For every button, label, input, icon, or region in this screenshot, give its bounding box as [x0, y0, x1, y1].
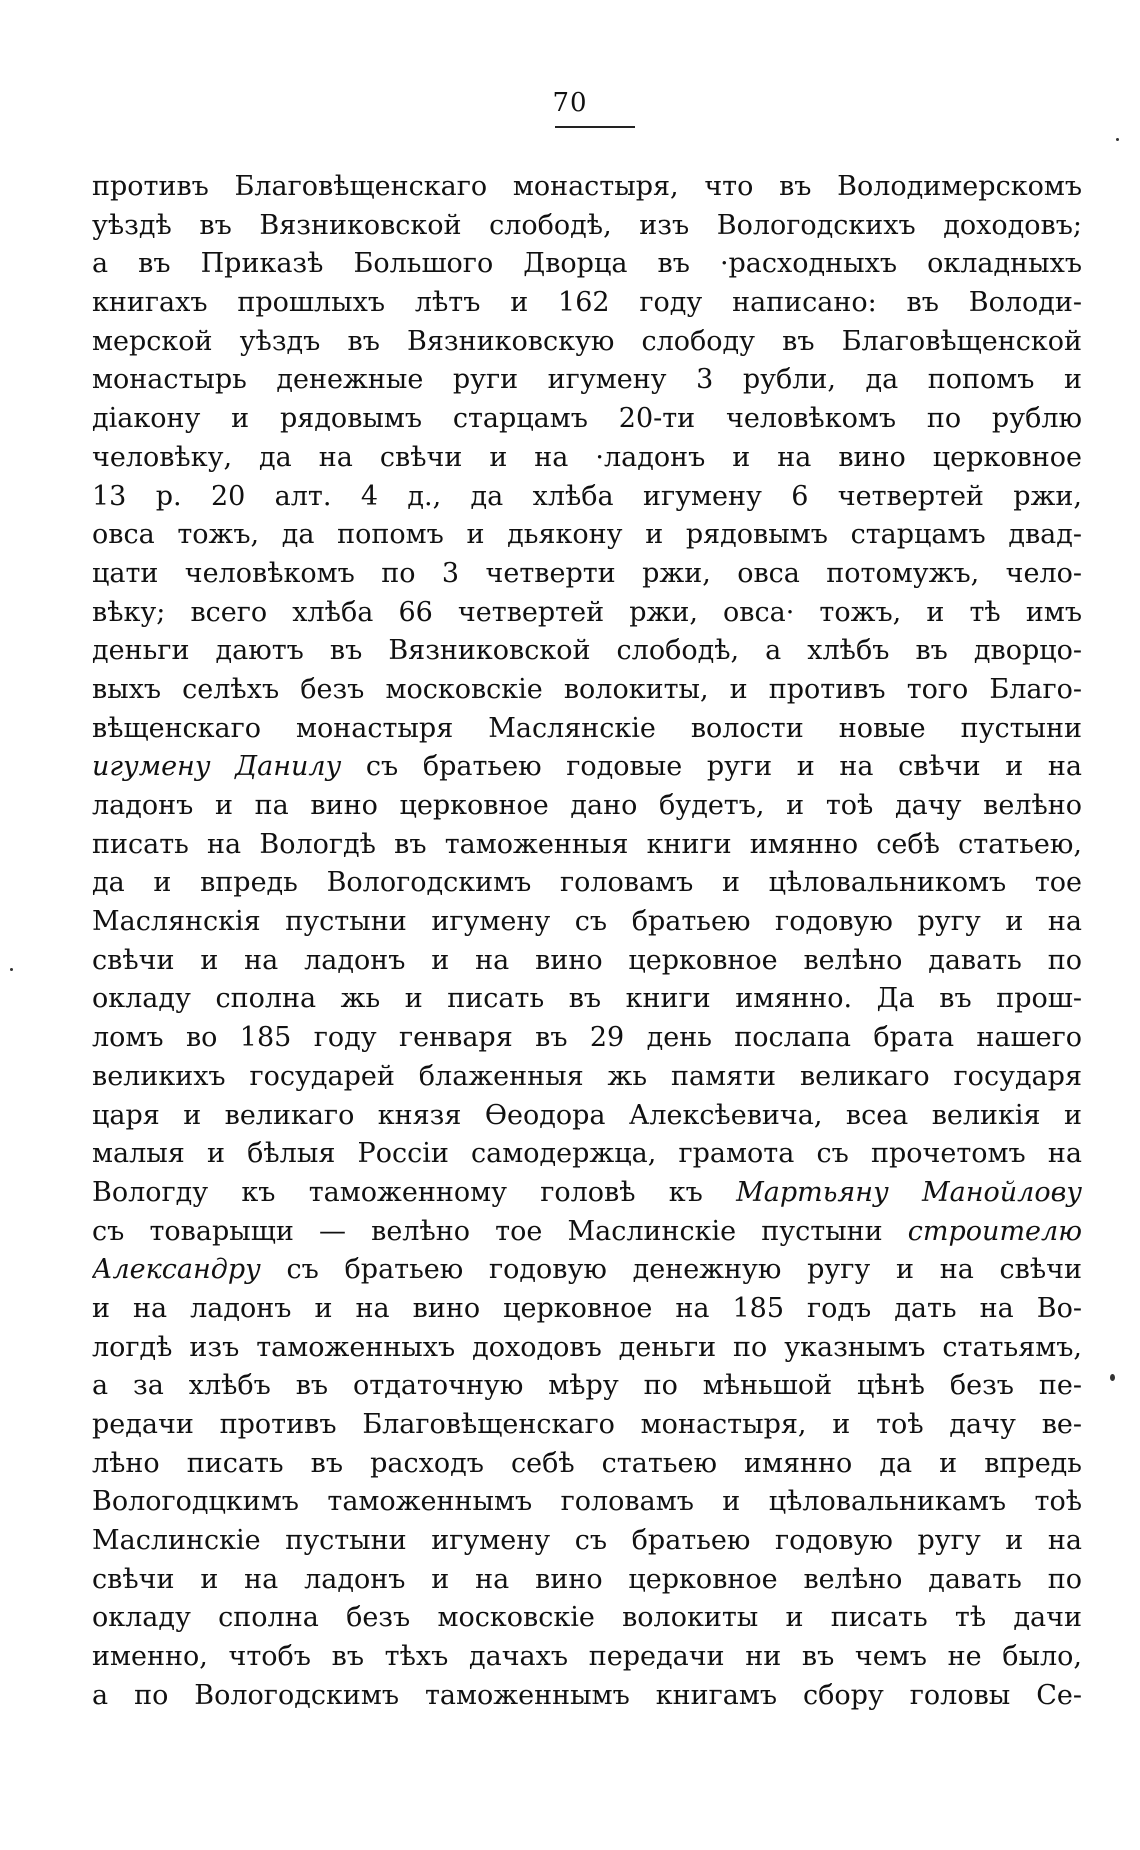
text-segment: логдѣ изъ таможенныхъ доходовъ деньги по указнымъ статьямъ, [92, 1331, 1082, 1363]
text-line [92, 284, 1082, 323]
text-line [92, 1290, 1082, 1329]
text-line [92, 1058, 1082, 1097]
text-segment: ломъ во 185 году генваря въ 29 день послапа брата нашего [92, 1022, 1082, 1054]
text-segment: вѣку; всего хлѣба 66 четвертей ржи, овса· тожъ, и тѣ имъ [92, 596, 1082, 628]
text-line [92, 245, 1082, 284]
text-line [92, 1367, 1082, 1406]
text-segment: свѣчи и на ладонъ и на вино церковное велѣно давать по [92, 944, 1082, 976]
text-segment: а за хлѣбъ въ отдаточную мѣру по мѣньшой цѣнѣ безъ пе- [92, 1370, 1082, 1402]
text-line [92, 864, 1082, 903]
text-line [92, 1483, 1082, 1522]
body-text [92, 168, 1082, 1716]
text-segment: Вологду къ таможенному головѣ къ [92, 1176, 737, 1208]
text-segment: книгахъ прошлыхъ лѣтъ и 162 году написано: въ Володи- [92, 287, 1082, 319]
text-segment: человѣку, да на свѣчи и на ·ладонъ и на вино церковное [92, 441, 1082, 473]
text-line [92, 400, 1082, 439]
text-segment: а по Вологодскимъ таможеннымъ книгамъ сбору головы Се- [92, 1679, 1082, 1711]
text-segment: діакону и рядовымъ старцамъ 20-ти человѣкомъ по рублю [92, 403, 1082, 435]
text-line [92, 1135, 1082, 1174]
text-segment: уѣздѣ въ Вязниковской слободѣ, изъ Вологодскихъ доходовъ; [92, 209, 1082, 241]
italic-name: Мартьяну Манойлову [736, 1176, 1082, 1208]
text-segment: малыя и бѣлыя Россіи самодержца, грамота съ прочетомъ на [92, 1138, 1082, 1170]
text-segment: овса тожъ, да попомъ и дьякону и рядовымъ старцамъ двад- [92, 519, 1082, 551]
text-segment: Маслянскія пустыни игумену съ братьею годовую ругу и на [92, 906, 1082, 938]
text-line [92, 980, 1082, 1019]
text-line [92, 1522, 1082, 1561]
text-segment: да и впредь Вологодскимъ головамъ и цѣловальникомъ тое [92, 867, 1082, 899]
text-segment: 13 р. 20 алт. 4 д., да хлѣба игумену 6 четвертей ржи, [92, 480, 1082, 512]
text-segment: противъ Благовѣщенскаго монастыря, что въ Володимерскомъ [92, 171, 1082, 202]
text-segment: вѣщенскаго монастыря Маслянскіе волости новые пустыни [92, 712, 1082, 744]
text-line [92, 1329, 1082, 1368]
text-line [92, 1174, 1082, 1213]
text-segment: окладу сполна жь и писать въ книги имянно. Да въ прош- [92, 983, 1082, 1015]
text-line [92, 555, 1082, 594]
text-line [92, 323, 1082, 362]
text-segment: писать на Вологдѣ въ таможенныя книги имянно себѣ статьею, [92, 828, 1082, 860]
text-segment: выхъ селѣхъ безъ московскіе волокиты, и противъ того Благо- [92, 673, 1082, 705]
text-line [92, 1213, 1082, 1252]
text-line [92, 168, 1082, 207]
text-segment: а въ Приказѣ Большого Дворца въ ·расходныхъ окладныхъ [92, 248, 1082, 280]
text-line [92, 1677, 1082, 1716]
text-segment: именно, чтобъ въ тѣхъ дачахъ передачи ни въ чемъ не было, [92, 1641, 1082, 1673]
page-number: 70 [552, 88, 588, 118]
page-number-rule [555, 126, 635, 128]
text-segment: мерской уѣздъ въ Вязниковскую слободу въ Благовѣщенской [92, 325, 1082, 357]
text-segment: и на ладонъ и на вино церковное на 185 годъ дать на Во- [92, 1292, 1082, 1324]
text-line [92, 632, 1082, 671]
text-line [92, 1406, 1082, 1445]
text-line [92, 1251, 1082, 1290]
text-segment: цати человѣкомъ по 3 четверти ржи, овса потомужъ, чело- [92, 557, 1082, 589]
italic-name: строителю [907, 1215, 1082, 1247]
text-segment: окладу сполна безъ московскіе волокиты и писать тѣ дачи [92, 1602, 1082, 1634]
text-line [92, 942, 1082, 981]
text-segment: царя и великаго князя Ѳеодора Алексѣевича, всеа великія и [92, 1099, 1082, 1131]
text-segment: съ братьею годовую денежную ругу и на свѣчи [260, 1254, 1082, 1286]
text-line [92, 671, 1082, 710]
text-line [92, 1561, 1082, 1600]
text-line [92, 1638, 1082, 1677]
text-line [92, 439, 1082, 478]
scan-speck [1116, 138, 1119, 141]
text-line [92, 207, 1082, 246]
text-line [92, 516, 1082, 555]
text-segment: Маслинскіе пустыни игумену съ братьею годовую ругу и на [92, 1525, 1082, 1557]
text-segment: свѣчи и на ладонъ и на вино церковное велѣно давать по [92, 1563, 1082, 1595]
italic-name: игумену Данилу [92, 751, 342, 783]
text-line [92, 787, 1082, 826]
text-segment: деньги даютъ въ Вязниковской слободѣ, а хлѣбъ въ дворцо- [92, 635, 1082, 667]
text-line [92, 1599, 1082, 1638]
text-segment: великихъ государей блаженныя жь памяти великаго государя [92, 1060, 1082, 1092]
text-line [92, 826, 1082, 865]
text-segment: монастырь денежные руги игумену 3 рубли, да попомъ и [92, 364, 1082, 396]
scan-speck [1110, 1374, 1115, 1381]
text-segment: лѣно писать въ расходъ себѣ статьею имянно да и впредь [92, 1447, 1082, 1479]
text-segment: ладонъ и па вино церковное дано будетъ, и тоѣ дачу велѣно [92, 790, 1082, 821]
text-line [92, 903, 1082, 942]
text-line [92, 1445, 1082, 1484]
text-line [92, 594, 1082, 633]
scan-speck [10, 968, 13, 971]
text-segment: Вологодцкимъ таможеннымъ головамъ и цѣловальникамъ тоѣ [92, 1486, 1082, 1518]
text-segment: редачи противъ Благовѣщенскаго монастыря, и тоѣ дачу ве- [92, 1409, 1082, 1440]
text-line [92, 361, 1082, 400]
text-line [92, 748, 1082, 787]
text-segment: съ братьею годовые руги и на свѣчи и на [341, 751, 1082, 783]
text-line [92, 1097, 1082, 1136]
text-line [92, 710, 1082, 749]
text-segment: съ товарыщи — велѣно тое Маслинскіе пустыни [92, 1215, 908, 1247]
italic-name: Александру [92, 1254, 261, 1286]
text-line [92, 1019, 1082, 1058]
text-line [92, 478, 1082, 517]
